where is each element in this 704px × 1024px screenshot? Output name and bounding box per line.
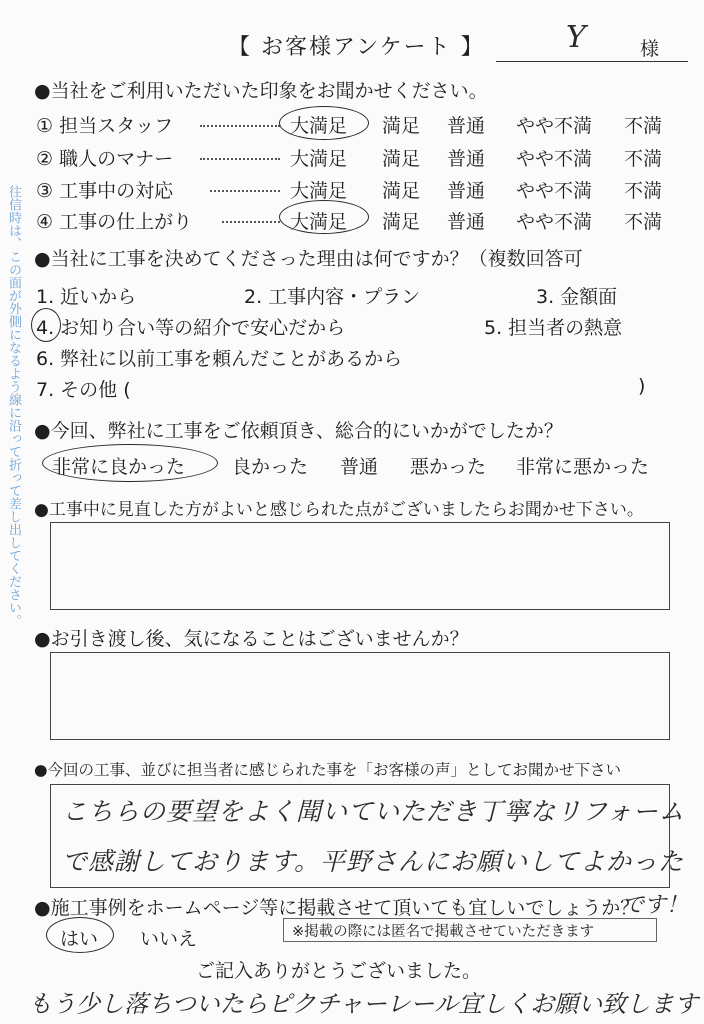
- rating-option[interactable]: やや不満: [516, 115, 593, 137]
- q4-question: ●工事中に見直した方がよいと感じられた点がございましたらお聞かせ下さい。: [34, 500, 644, 520]
- rating-option[interactable]: 満足: [382, 211, 421, 233]
- rating-option[interactable]: やや不満: [516, 211, 593, 233]
- q3-option[interactable]: 普通: [340, 456, 379, 478]
- q2-option-3[interactable]: 3. 金額面: [536, 286, 618, 308]
- q7-question: ●施工事例をホームページ等に掲載させて頂いても宜しいでしょうか？: [34, 897, 640, 919]
- q4-answer-box[interactable]: [50, 522, 670, 610]
- dotted-leader: [200, 125, 280, 127]
- name-underline: [496, 61, 688, 62]
- selection-circle: [31, 308, 61, 342]
- rating-option[interactable]: 不満: [624, 115, 663, 137]
- q2-option-6[interactable]: 6. 弊社に以前工事を頼んだことがあるから: [36, 348, 403, 370]
- selection-circle: [46, 917, 114, 953]
- q2-option-7-close: ): [638, 375, 646, 397]
- selection-circle: [279, 106, 369, 140]
- handwritten-footer-note: もう少し落ちついたらピクチャーレール宜しくお願い致します: [28, 990, 699, 1018]
- q6-question: ●今回の工事、並びに担当者に感じられた事を「お客様の声」としてお聞かせ下さい: [34, 761, 622, 779]
- rating-option[interactable]: 大満足: [290, 115, 348, 137]
- dotted-leader: [200, 158, 280, 160]
- q1-item-label: ④ 工事の仕上がり: [36, 211, 193, 233]
- q1-item-manner: [36, 144, 173, 171]
- rating-option[interactable]: 満足: [382, 115, 421, 137]
- rating-option[interactable]: 大満足: [290, 211, 348, 233]
- q1-question: ●当社をご利用いただいた印象をお聞かせください。: [34, 80, 488, 102]
- q3-option[interactable]: 非常に良かった: [52, 456, 186, 478]
- q2-option-7[interactable]: 7. その他 (: [36, 379, 131, 401]
- q2-option-2[interactable]: 2. 工事内容・プラン: [244, 286, 421, 308]
- q1-item-finish: [36, 207, 192, 234]
- survey-title: 【 お客様アンケート 】: [228, 35, 485, 60]
- q3-option[interactable]: 良かった: [232, 456, 309, 478]
- privacy-note: ※掲載の際には匿名で掲載させていただきます: [292, 924, 595, 940]
- rating-option[interactable]: 普通: [447, 211, 486, 233]
- rating-option[interactable]: 満足: [382, 148, 421, 170]
- q3-option[interactable]: 非常に悪かった: [516, 456, 650, 478]
- q7-option-yes[interactable]: はい: [60, 928, 99, 950]
- q6-answer-line-1: こちらの要望をよく聞いていただき丁寧なリフォーム: [62, 797, 685, 826]
- q1-item-response: [36, 176, 173, 203]
- rating-option[interactable]: 満足: [382, 180, 421, 202]
- q2-question: ●当社に工事を決めてくださった理由は何ですか？（複数回答可: [34, 248, 583, 270]
- rating-option[interactable]: 不満: [624, 211, 663, 233]
- selection-circle: [279, 200, 369, 234]
- q1-item-label: ③ 工事中の対応: [36, 180, 174, 202]
- rating-option[interactable]: 普通: [447, 115, 486, 137]
- dotted-leader: [222, 221, 280, 223]
- rating-option[interactable]: 不満: [624, 148, 663, 170]
- q1-item-staff: [36, 111, 173, 138]
- selection-circle: [42, 444, 218, 482]
- rating-option[interactable]: 普通: [447, 148, 486, 170]
- q5-answer-box[interactable]: [50, 652, 670, 740]
- q2-option-1[interactable]: 1. 近いから: [36, 286, 137, 308]
- rating-option[interactable]: やや不満: [516, 148, 593, 170]
- honorific: 様: [640, 38, 660, 60]
- rating-option[interactable]: やや不満: [516, 180, 593, 202]
- q3-question: ●今回、弊社に工事をご依頼頂き、総合的にいかがでしたか？: [34, 420, 563, 442]
- customer-name: Y: [566, 20, 586, 55]
- dotted-leader: [210, 190, 280, 192]
- rating-option[interactable]: 普通: [447, 180, 486, 202]
- rating-option[interactable]: 不満: [624, 180, 663, 202]
- rating-option[interactable]: 大満足: [290, 148, 348, 170]
- q7-option-no[interactable]: いいえ: [140, 928, 198, 950]
- q1-item-label: ① 担当スタッフ: [36, 115, 174, 137]
- q6-answer-line-2: で感謝しております。平野さんにお願いしてよかった: [62, 847, 685, 876]
- q3-option[interactable]: 悪かった: [410, 456, 487, 478]
- q6-answer-line-3: です！: [622, 893, 689, 918]
- rating-option[interactable]: 大満足: [290, 180, 348, 202]
- q2-option-5[interactable]: 5. 担当者の熱意: [484, 317, 623, 339]
- side-folding-note: 往信時は、この面が外側になるよう線に沿って折って差し出してください。: [6, 185, 21, 627]
- q5-question: ●お引き渡し後、気になることはございませんか？: [34, 628, 469, 650]
- thanks-message: ご記入ありがとうございました。: [196, 960, 482, 982]
- q1-item-label: ② 職人のマナー: [36, 148, 174, 170]
- q2-option-4[interactable]: 4. お知り合い等の紹介で安心だから: [36, 317, 346, 339]
